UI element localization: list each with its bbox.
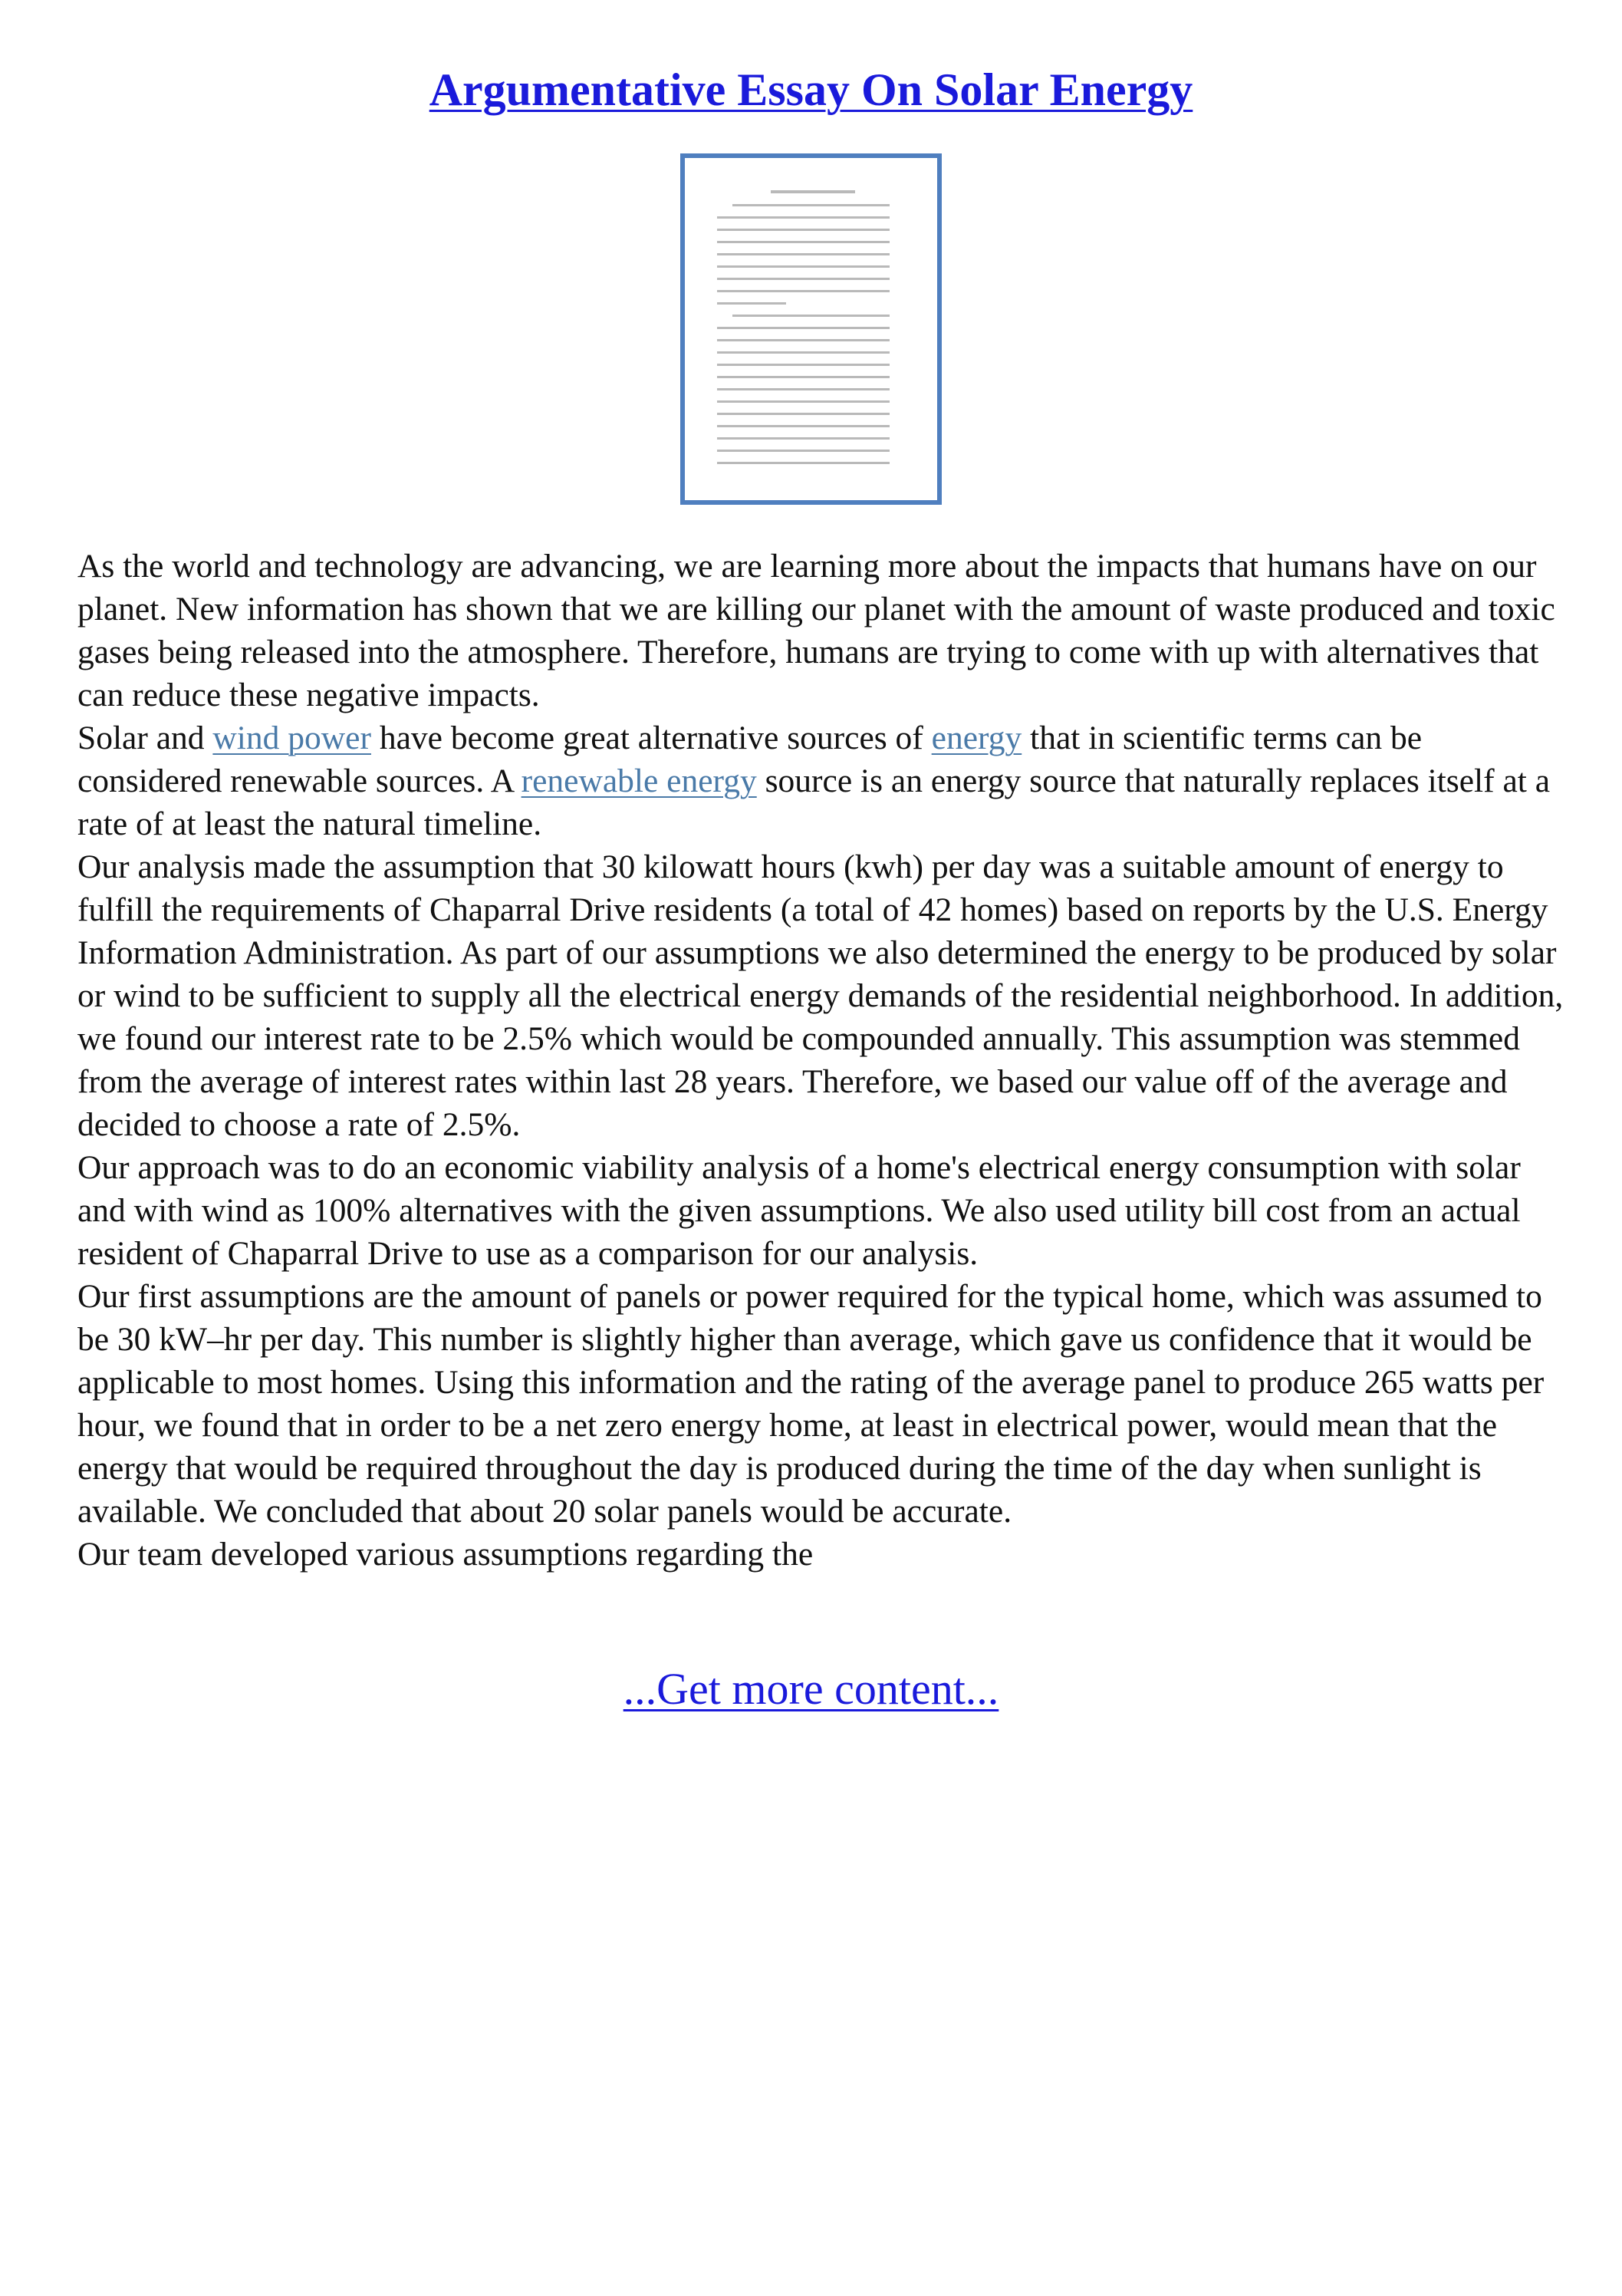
text-segment: that in scientific terms can be considered renewable sources. A xyxy=(77,720,1423,799)
text-segment: have become great alternative sources of xyxy=(370,720,932,756)
paragraph-analysis: Our analysis made the assumption that 30 kilowatt hours (kwh) per day was a suitable amount of energy to fulfill the requirements of Chaparral Drive residents (a total of 42 homes) based on reports by the U.S. Energy Information Administration. As part of our assumptions we also determined the energy to be produced by solar or wind to be sufficient to supply all the electrical energy demands of the residential neighborhood. In addition, we found our interest rate to be 2.5% which would be compounded annually. This assumption was stemmed from the average of interest rates within last 28 years. Therefore, we based our value off of the average and decided to choose a rate of 2.5%. xyxy=(77,848,1564,1143)
energy-link[interactable]: energy xyxy=(931,720,1022,756)
paragraph-renewable xyxy=(77,716,1565,845)
essay-body xyxy=(77,545,1565,1576)
text-segment: Solar and xyxy=(77,720,213,756)
get-more-content-link[interactable]: ...Get more content... xyxy=(623,1664,999,1714)
paragraph-truncated: Our team developed various assumptions regarding the xyxy=(77,1536,814,1573)
document-thumbnail[interactable] xyxy=(680,153,942,505)
renewable-energy-link[interactable]: renewable energy xyxy=(521,763,757,799)
title-link[interactable]: Argumentative Essay On Solar Energy xyxy=(429,64,1193,115)
get-more-content xyxy=(0,1659,1622,1720)
paragraph-intro: As the world and technology are advancing, we are learning more about the impacts that humans have on our planet. New information has shown that we are killing our planet with the amount of waste produced and toxic gases being released into the atmosphere. Therefore, humans are trying to come with up with alternatives that can reduce these negative impacts. xyxy=(77,548,1555,713)
document-preview-icon xyxy=(685,158,937,500)
paragraph-assumptions: Our first assumptions are the amount of panels or power required for the typical home, which was assumed to be 30 kW–hr per day. This number is slightly higher than average, which gave us confidence that it would be applicable to most homes. Using this information and the rating of the average panel to produce 265 watts per hour, we found that in order to be a net zero energy home, at least in electrical power, would mean that the energy that would be required throughout the day is produced during the time of the day when sunlight is available. We concluded that about 20 solar panels would be accurate. xyxy=(77,1278,1545,1530)
page-title xyxy=(0,55,1622,124)
text-segment: source is an energy source that naturally replaces itself at a rate of at least the natural timeline. xyxy=(77,763,1551,842)
wind-power-link[interactable]: wind power xyxy=(212,720,371,756)
paragraph-approach: Our approach was to do an economic viability analysis of a home's electrical energy consumption with solar and with wind as 100% alternatives with the given assumptions. We also used utility bill cost from an actual resident of Chaparral Drive to use as a comparison for our analysis. xyxy=(77,1149,1521,1272)
